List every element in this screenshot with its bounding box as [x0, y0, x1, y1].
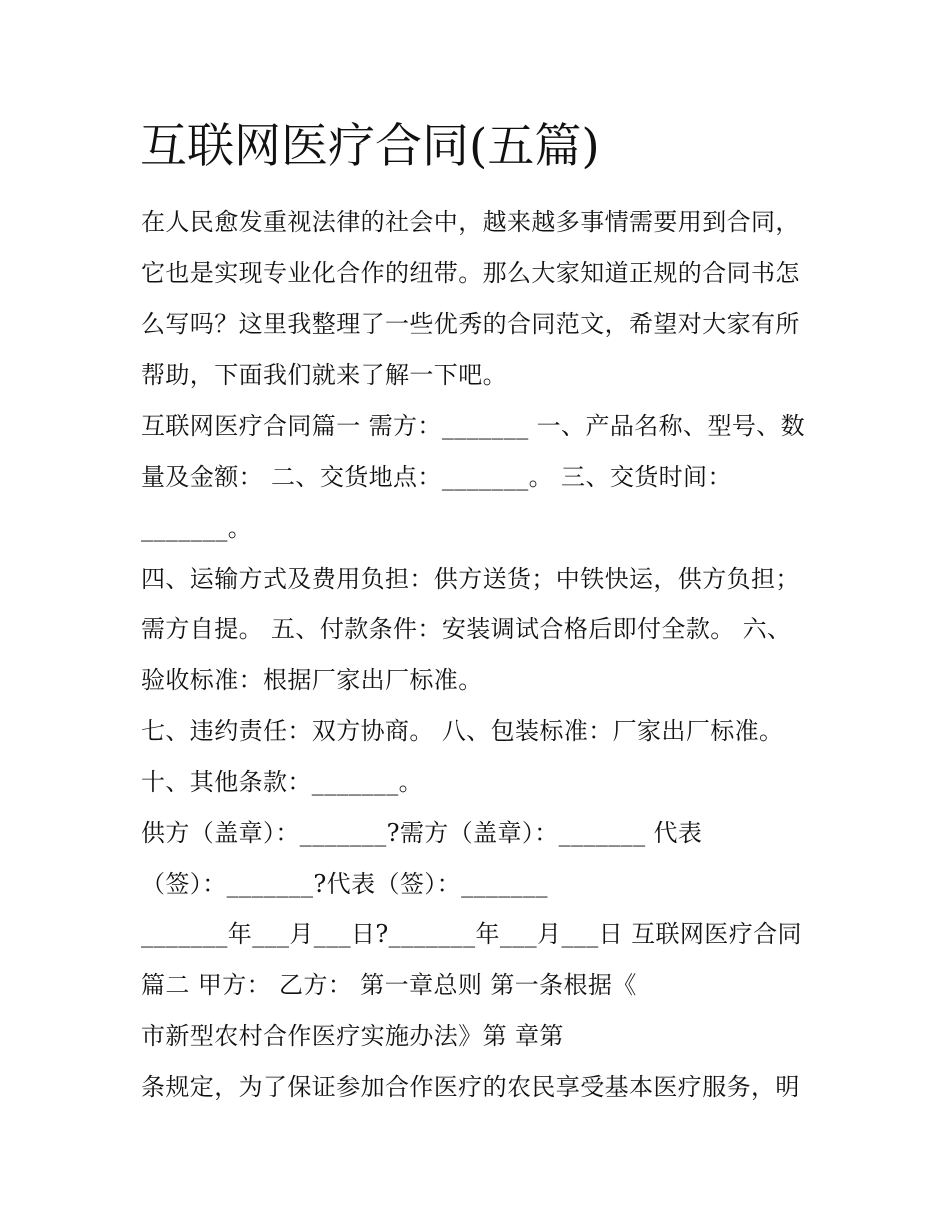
paragraph-line: 需方自提。 五、付款条件：安装调试合格后即付全款。 六、: [141, 615, 792, 643]
paragraph-line: 么写吗？这里我整理了一些优秀的合同范文，希望对大家有所: [141, 310, 800, 338]
paragraph-line: 十、其他条款：_______。: [141, 768, 423, 796]
paragraph-line: 条规定，为了保证参加合作医疗的农民享受基本医疗服务，明: [141, 1073, 800, 1101]
paragraph-line: 验收标准：根据厂家出厂标准。: [141, 666, 483, 694]
paragraph-line: 篇二 甲方： 乙方： 第一章总则 第一条根据《: [141, 971, 637, 999]
paragraph-line: 七、违约责任：双方协商。 八、包装标准：厂家出厂标准。: [141, 717, 784, 745]
paragraph-line: 供方（盖章）：_______?需方（盖章）：_______ 代表: [141, 819, 703, 847]
paragraph-line: 量及金额： 二、交货地点：_______。 三、交货时间：: [141, 463, 732, 491]
document-title: 互联网医疗合同(五篇): [140, 119, 600, 174]
paragraph-line: _______。: [141, 514, 253, 542]
paragraph-line: 四、运输方式及费用负担：供方送货；中铁快运，供方负担；: [141, 565, 800, 593]
paragraph-line: 在人民愈发重视法律的社会中，越来越多事情需要用到合同，: [141, 208, 800, 236]
paragraph-line: _______年___月___日?_______年___月___日 互联网医疗合同: [141, 920, 802, 948]
paragraph-line: 它也是实现专业化合作的纽带。那么大家知道正规的合同书怎: [141, 259, 800, 287]
paragraph-line: 帮助，下面我们就来了解一下吧。: [141, 361, 507, 389]
paragraph-line: 互联网医疗合同篇一 需方：_______ 一、产品名称、型号、数: [141, 412, 806, 440]
paragraph-line: 市新型农村合作医疗实施办法》第 章第: [141, 1022, 564, 1050]
paragraph-line: （签）：_______?代表（签）：_______: [141, 870, 548, 898]
